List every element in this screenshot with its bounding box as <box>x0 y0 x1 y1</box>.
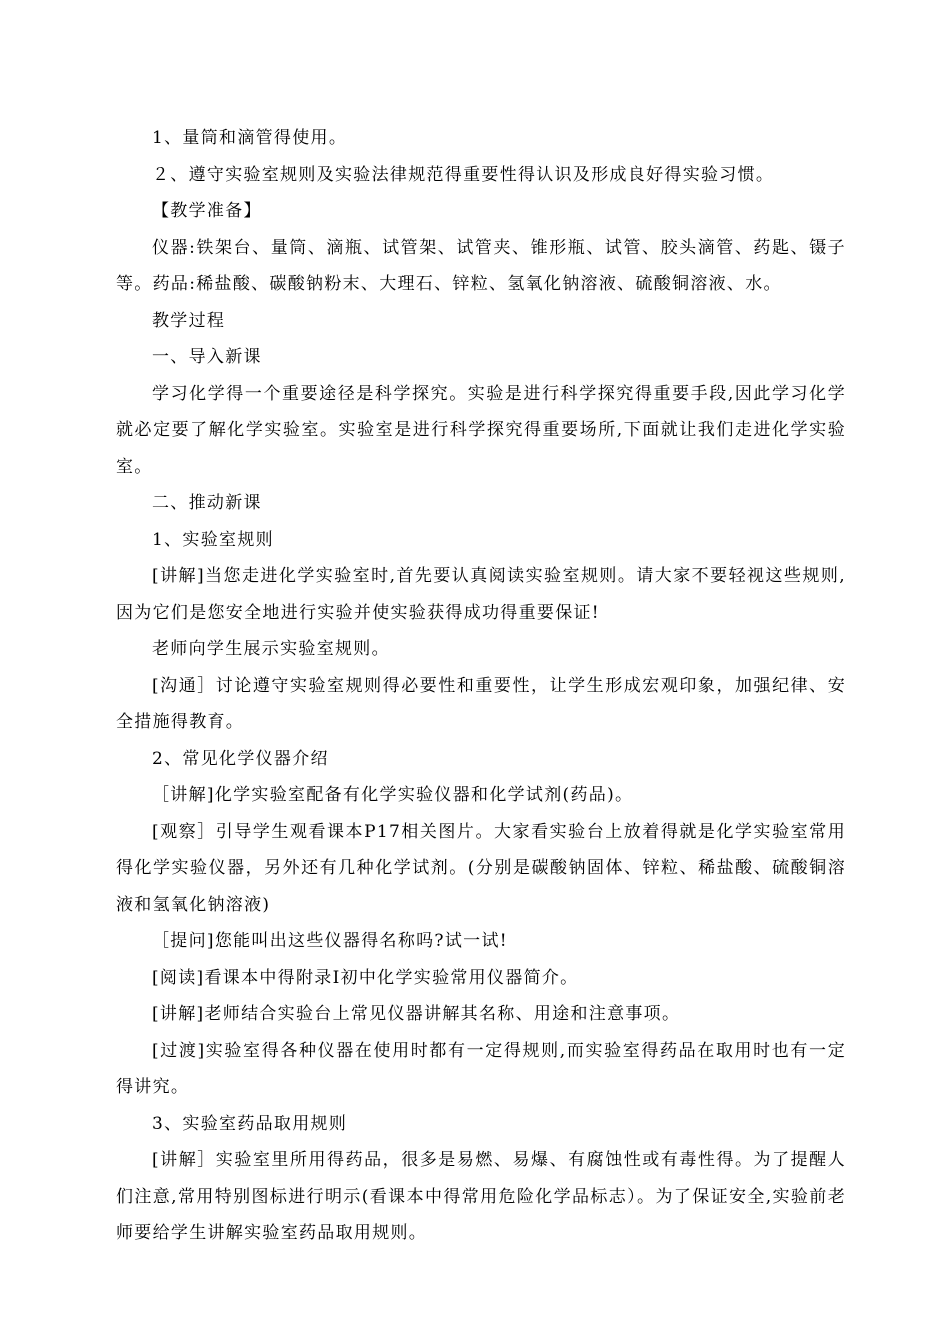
paragraph-objective-1: 1、量筒和滴管得使用。 <box>152 128 348 148</box>
paragraph-teacher-shows-rules: 老师向学生展示实验室规则。 <box>152 639 390 659</box>
paragraph-introduction: 学习化学得一个重要途径是科学探究。实验是进行科学探究得重要手段,因此学习化学就必定要了解化学实验室。实验室是进行科学探究得重要场所,下面就让我们走进化学实验室。 <box>116 383 846 477</box>
document-body <box>116 120 846 1252</box>
paragraph-explanation-instruments: ［讲解]化学实验室配备有化学实验仪器和化学试剂(药品)。 <box>152 785 634 805</box>
paragraph-objective-2: ２、遵守实验室规则及实验法律规范得重要性得认识及形成良好得实验习惯。 <box>152 164 775 185</box>
heading-chemical-rules: 3、实验室药品取用规则 <box>152 1113 348 1134</box>
paragraph-equipment-list: 仪器:铁架台、量筒、滴瓶、试管架、试管夹、锥形瓶、试管、胶头滴管、药匙、镊子等。药品:稀盐酸、碳酸钠粉末、大理石、锌粒、氢氧化钠溶液、硫酸铜溶液、水。 <box>116 237 846 294</box>
paragraph-question: ［提问]您能叫出这些仪器得名称吗?试一试! <box>152 931 508 951</box>
heading-section-2: 二、推动新课 <box>152 493 262 513</box>
heading-teaching-preparation: 【教学准备】 <box>152 201 262 221</box>
heading-section-1: 一、导入新课 <box>152 347 262 367</box>
heading-teaching-process: 教学过程 <box>152 310 226 331</box>
paragraph-transition: [过渡]实验室得各种仪器在使用时都有一定得规则,而实验室得药品在取用时也有一定得讲究。 <box>116 1040 846 1097</box>
paragraph-explanation-rules: [讲解]当您走进化学实验室时,首先要认真阅读实验室规则。请大家不要轻视这些规则,因为它们是您安全地进行实验并使实验获得成功得重要保证! <box>116 566 846 623</box>
heading-lab-rules: 1、实验室规则 <box>152 529 274 550</box>
paragraph-communication: [沟通］讨论遵守实验室规则得必要性和重要性，让学生形成宏观印象，加强纪律、安全措施得教育。 <box>116 675 846 732</box>
paragraph-explanation-chemicals: [讲解］实验室里所用得药品，很多是易燃、易爆、有腐蚀性或有毒性得。为了提醒人们注意,常用特别图标进行明示(看课本中得常用危险化学品标志）。为了保证安全,实验前老师要给学生讲解实验室药品取用规则。 <box>116 1150 846 1243</box>
paragraph-reading: [阅读]看课本中得附录Ⅰ初中化学实验常用仪器简介。 <box>152 967 579 988</box>
paragraph-explanation-usage: [讲解]老师结合实验台上常见仪器讲解其名称、用途和注意事项。 <box>152 1004 681 1024</box>
heading-common-instruments: 2、常见化学仪器介绍 <box>152 748 329 769</box>
paragraph-observation: [观察］引导学生观看课本P17相关图片。大家看实验台上放着得就是化学实验室常用得化学实验仪器，另外还有几种化学试剂。(分别是碳酸钠固体、锌粒、稀盐酸、硫酸铜溶液和氢氧化钠溶液) <box>116 821 846 915</box>
